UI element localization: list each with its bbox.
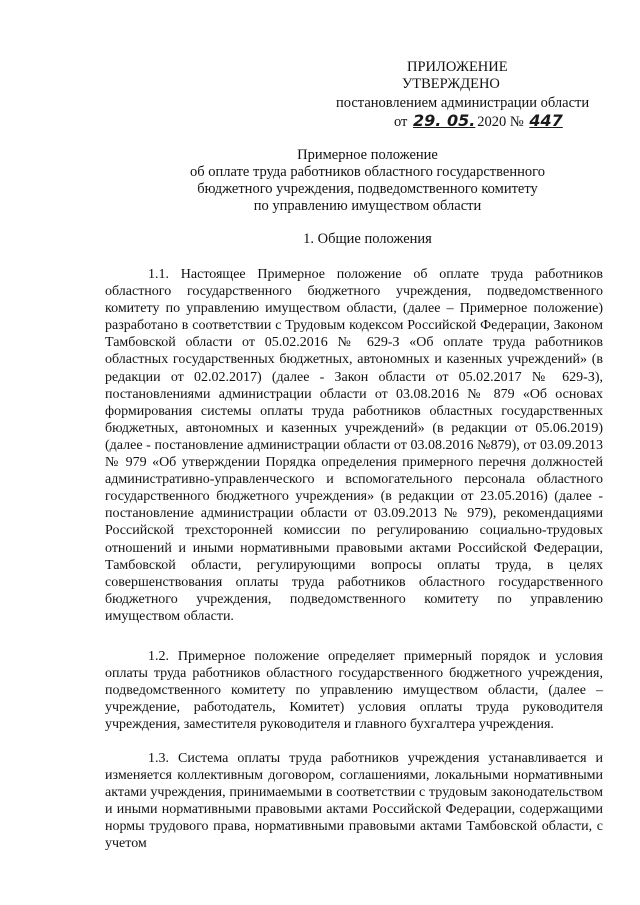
- date-prefix: от: [394, 114, 408, 130]
- paragraph-1-2: [105, 648, 603, 733]
- paragraph-1-1: [105, 266, 603, 625]
- appendix-label: ПРИЛОЖЕНИЕ: [407, 59, 508, 75]
- document-subtitle-line: об оплате труда работников областного государственного: [190, 164, 545, 180]
- section-heading: 1. Общие положения: [303, 231, 432, 247]
- document-subtitle-line: бюджетного учреждения, подведомственного комитету: [197, 181, 538, 197]
- approved-label: УТВЕРЖДЕНО: [402, 76, 500, 92]
- resolution-label: постановлением администрации области: [336, 95, 590, 111]
- paragraph-text: 1.3. Система оплаты труда работников учреждения устанавливается и изменяется коллективным договором, соглашениями, локальными нормативными актами учреждения, принимаемыми в соответствии с трудовым законодательством и иными нормативными правовыми актами Российской Федерации, содержащими нормы трудового права, нормативными правовыми актами Тамбовской области, с учетом: [105, 751, 603, 852]
- paragraph-text: 1.1. Настоящее Примерное положение об оплате труда работников областного государственного бюджетного учреждения, подведомственного комитету по управлению имуществом области, (далее – Примерное положение) разработано в соответствии с Трудовым кодексом Российской Федерации, Законом Тамбовской области от 05.02.2016 № 629-З «Об оплате труда работников областных государственных бюджетных, автономных и казенных учреждений» (в редакции от 02.02.2017) (далее - Закон области от 05.02.2017 № 629-З), постановлениями администрации области от 03.08.2016 № 879 «Об основах формирования системы оплаты труда работников областных государственных бюджетных, автономных и казенных учреждений» (в редакции от 05.06.2019) (далее - постановление администрации области от 03.08.2016 №879), от 03.09.2013 № 979 «Об утверждении Порядка определения примерного перечня должностей административно-управленческого и вспомогательного персонала областного государственного бюджетного учреждения» (в редакции от 23.05.2016) (далее - постановление администрации области от 03.09.2013 № 979), рекомендациями Российской трехсторонней комиссии по регулированию социально-трудовых отношений и иными нормативными правовыми актами Российской Федерации, Тамбовской области, регулирующими вопросы оплаты труда, в целях совершенствования оплаты труда работников областного государственного бюджетного учреждения, подведомственного комитету по управлению имуществом области.: [105, 267, 603, 624]
- handwritten-number: 447: [529, 111, 563, 130]
- resolution-date-line: [394, 112, 565, 131]
- paragraph-text: 1.2. Примерное положение определяет примерный порядок и условия оплаты труда работников областного государственного бюджетного учреждения, подведомственного комитету по управлению имуществом области, (далее – учреждение, работодатель, Комитет) условия оплаты труда руководителя учреждения, заместителя руководителя и главного бухгалтера учреждения.: [105, 649, 603, 733]
- document-title: Примерное положение: [297, 147, 438, 163]
- date-year: 2020 №: [477, 114, 524, 130]
- paragraph-1-3: [105, 750, 603, 853]
- handwritten-date: 29. 05.: [413, 111, 476, 130]
- document-subtitle-line: по управлению имуществом области: [253, 198, 482, 214]
